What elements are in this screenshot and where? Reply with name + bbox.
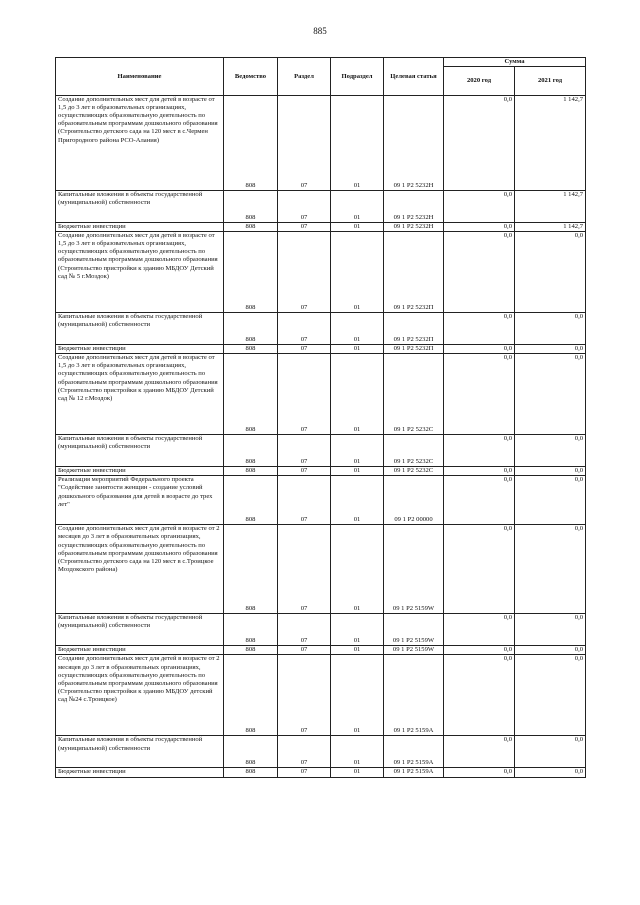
row-subsection-cell: 01 xyxy=(331,354,384,435)
row-name-text: Создание дополнительных мест для детей в возрасте от 2 месяцев до 3 лет в образовательных организациях, осуществляющих образовательную деятельность по образовательным программам дошкольного образования (Строительство детского сада на 120 мест в с.Троицкое Моздокского района) xyxy=(58,525,220,573)
table-row xyxy=(56,768,586,777)
row-value-2020-cell: 0,0 xyxy=(444,354,515,435)
row-dept-cell: 808 xyxy=(224,768,278,777)
row-section-cell: 07 xyxy=(278,646,331,655)
row-name-text: Создание дополнительных мест для детей в возрасте от 2 месяцев до 3 лет в образовательных организациях, осуществляющих образовательную деятельность по образовательным программам дошкольного образования (Строительство пристройки к зданию МБДОУ детский сад №24 с.Троицкое) xyxy=(58,655,220,703)
row-name-cell xyxy=(56,223,224,232)
row-target-cell: 09 1 P2 5232П xyxy=(384,232,444,313)
row-dept-cell: 808 xyxy=(224,614,278,646)
row-target-cell: 09 1 P2 00000 xyxy=(384,476,444,525)
row-name-text: Бюджетные инвестиции xyxy=(58,646,126,654)
row-value-2021-cell: 0,0 xyxy=(515,614,586,646)
row-subsection-cell: 01 xyxy=(331,525,384,614)
row-section-cell: 07 xyxy=(278,435,331,467)
col-header-sum: Сумма xyxy=(444,58,586,67)
row-name-cell xyxy=(56,467,224,476)
row-subsection-cell: 01 xyxy=(331,655,384,736)
col-header-2020: 2020 год xyxy=(444,67,515,96)
row-value-2020-cell: 0,0 xyxy=(444,223,515,232)
row-subsection-cell: 01 xyxy=(331,191,384,223)
budget-table xyxy=(55,57,586,778)
row-subsection-cell: 01 xyxy=(331,435,384,467)
table-row xyxy=(56,525,586,614)
row-dept-cell: 808 xyxy=(224,96,278,191)
row-dept-cell: 808 xyxy=(224,313,278,345)
row-target-cell: 09 1 P2 5232Н xyxy=(384,96,444,191)
row-section-cell: 07 xyxy=(278,345,331,354)
row-dept-cell: 808 xyxy=(224,232,278,313)
row-dept-cell: 808 xyxy=(224,655,278,736)
col-header-2021: 2021 год xyxy=(515,67,586,96)
row-dept-cell: 808 xyxy=(224,525,278,614)
col-header-dept: Ведомство xyxy=(224,58,278,96)
row-name-text: Создание дополнительных мест для детей в возрасте от 1,5 до 3 лет в образовательных организациях, осуществляющих образовательную деятельность по образовательным программам дошкольного образования (Строительство детского сада на 120 мест в с.Чермен Пригородного района РСО-Алания) xyxy=(58,96,218,144)
row-name-text: Капитальные вложения в объекты государственной (муниципальной) собственности xyxy=(58,736,203,752)
table-row xyxy=(56,96,586,191)
row-subsection-cell: 01 xyxy=(331,467,384,476)
table-row xyxy=(56,223,586,232)
row-target-cell: 09 1 P2 5232П xyxy=(384,345,444,354)
row-name-text: Капитальные вложения в объекты государственной (муниципальной) собственности xyxy=(58,614,203,630)
col-header-target: Целевая статья xyxy=(384,58,444,96)
row-dept-cell: 808 xyxy=(224,345,278,354)
row-subsection-cell: 01 xyxy=(331,313,384,345)
row-subsection-cell: 01 xyxy=(331,646,384,655)
table-row xyxy=(56,646,586,655)
row-dept-cell: 808 xyxy=(224,467,278,476)
table-row xyxy=(56,467,586,476)
col-header-subsection: Подраздел xyxy=(331,58,384,96)
table-body xyxy=(56,96,586,777)
row-value-2020-cell: 0,0 xyxy=(444,768,515,777)
row-section-cell: 07 xyxy=(278,467,331,476)
row-name-cell xyxy=(56,736,224,768)
row-dept-cell: 808 xyxy=(224,646,278,655)
row-subsection-cell: 01 xyxy=(331,736,384,768)
row-section-cell: 07 xyxy=(278,354,331,435)
row-value-2021-cell: 0,0 xyxy=(515,467,586,476)
row-name-cell xyxy=(56,191,224,223)
row-value-2020-cell: 0,0 xyxy=(444,646,515,655)
row-target-cell: 09 1 P2 5159W xyxy=(384,646,444,655)
row-value-2020-cell: 0,0 xyxy=(444,476,515,525)
row-subsection-cell: 01 xyxy=(331,345,384,354)
row-section-cell: 07 xyxy=(278,736,331,768)
row-section-cell: 07 xyxy=(278,655,331,736)
row-value-2021-cell: 0,0 xyxy=(515,655,586,736)
row-section-cell: 07 xyxy=(278,614,331,646)
table-row xyxy=(56,476,586,525)
table-row xyxy=(56,614,586,646)
row-dept-cell: 808 xyxy=(224,476,278,525)
table-row xyxy=(56,191,586,223)
row-name-cell xyxy=(56,655,224,736)
row-value-2020-cell: 0,0 xyxy=(444,435,515,467)
page-number: 885 xyxy=(313,26,327,36)
row-value-2020-cell: 0,0 xyxy=(444,736,515,768)
row-value-2020-cell: 0,0 xyxy=(444,191,515,223)
table-row xyxy=(56,655,586,736)
table-row xyxy=(56,354,586,435)
row-subsection-cell: 01 xyxy=(331,232,384,313)
row-value-2020-cell: 0,0 xyxy=(444,655,515,736)
row-name-text: Создание дополнительных мест для детей в возрасте от 1,5 до 3 лет в образовательных организациях, осуществляющих образовательную деятельность по образовательным программам дошкольного образования (Строительство пристройки к зданию МБДОУ Детский сад № 5 г.Моздок) xyxy=(58,232,218,280)
row-name-cell xyxy=(56,232,224,313)
row-name-cell xyxy=(56,768,224,777)
row-value-2020-cell: 0,0 xyxy=(444,232,515,313)
row-name-text: Капитальные вложения в объекты государственной (муниципальной) собственности xyxy=(58,191,203,207)
row-dept-cell: 808 xyxy=(224,223,278,232)
row-target-cell: 09 1 P2 5232С xyxy=(384,435,444,467)
row-target-cell: 09 1 P2 5232Н xyxy=(384,191,444,223)
col-header-section: Раздел xyxy=(278,58,331,96)
row-name-text: Бюджетные инвестиции xyxy=(58,467,126,475)
table-row xyxy=(56,736,586,768)
row-value-2021-cell: 0,0 xyxy=(515,313,586,345)
row-section-cell: 07 xyxy=(278,313,331,345)
row-dept-cell: 808 xyxy=(224,435,278,467)
row-section-cell: 07 xyxy=(278,96,331,191)
row-dept-cell: 808 xyxy=(224,191,278,223)
row-target-cell: 09 1 P2 5159A xyxy=(384,736,444,768)
row-target-cell: 09 1 P2 5232С xyxy=(384,467,444,476)
row-name-cell xyxy=(56,345,224,354)
row-subsection-cell: 01 xyxy=(331,614,384,646)
row-name-text: Создание дополнительных мест для детей в возрасте от 1,5 до 3 лет в образовательных организациях, осуществляющих образовательную деятельность по образовательным программам дошкольного образования (Строительство пристройки к зданию МБДОУ Детский сад № 12 г.Моздок) xyxy=(58,354,218,402)
row-name-cell xyxy=(56,313,224,345)
row-name-text: Бюджетные инвестиции xyxy=(58,223,126,231)
row-section-cell: 07 xyxy=(278,232,331,313)
row-subsection-cell: 01 xyxy=(331,223,384,232)
row-name-cell xyxy=(56,476,224,525)
table-row xyxy=(56,313,586,345)
row-subsection-cell: 01 xyxy=(331,476,384,525)
row-value-2021-cell: 0,0 xyxy=(515,646,586,655)
row-name-text: Бюджетные инвестиции xyxy=(58,768,126,776)
table-row xyxy=(56,345,586,354)
row-target-cell: 09 1 P2 5159A xyxy=(384,655,444,736)
row-value-2021-cell: 1 142,7 xyxy=(515,223,586,232)
row-name-cell xyxy=(56,435,224,467)
table-row xyxy=(56,435,586,467)
row-subsection-cell: 01 xyxy=(331,96,384,191)
col-header-name: Наименование xyxy=(56,58,224,96)
row-value-2020-cell: 0,0 xyxy=(444,525,515,614)
row-value-2021-cell: 0,0 xyxy=(515,768,586,777)
row-name-cell xyxy=(56,354,224,435)
row-name-text: Капитальные вложения в объекты государственной (муниципальной) собственности xyxy=(58,313,203,329)
row-target-cell: 09 1 P2 5159A xyxy=(384,768,444,777)
row-value-2020-cell: 0,0 xyxy=(444,96,515,191)
row-subsection-cell: 01 xyxy=(331,768,384,777)
row-value-2020-cell: 0,0 xyxy=(444,614,515,646)
row-target-cell: 09 1 P2 5159W xyxy=(384,614,444,646)
row-section-cell: 07 xyxy=(278,525,331,614)
row-value-2021-cell: 0,0 xyxy=(515,345,586,354)
row-value-2021-cell: 0,0 xyxy=(515,435,586,467)
row-dept-cell: 808 xyxy=(224,354,278,435)
row-value-2020-cell: 0,0 xyxy=(444,313,515,345)
row-value-2021-cell: 0,0 xyxy=(515,525,586,614)
table-row xyxy=(56,232,586,313)
row-value-2021-cell: 0,0 xyxy=(515,736,586,768)
row-dept-cell: 808 xyxy=(224,736,278,768)
row-section-cell: 07 xyxy=(278,768,331,777)
row-value-2021-cell: 0,0 xyxy=(515,232,586,313)
row-section-cell: 07 xyxy=(278,223,331,232)
row-name-text: Бюджетные инвестиции xyxy=(58,345,126,353)
row-section-cell: 07 xyxy=(278,191,331,223)
row-name-text: Реализация мероприятий Федерального проекта "Содействие занятости женщин - создание условий дошкольного образования для детей в возрасте до трех лет" xyxy=(58,476,213,508)
row-target-cell: 09 1 P2 5232П xyxy=(384,313,444,345)
row-value-2021-cell: 1 142,7 xyxy=(515,96,586,191)
row-value-2020-cell: 0,0 xyxy=(444,345,515,354)
row-name-cell xyxy=(56,614,224,646)
row-section-cell: 07 xyxy=(278,476,331,525)
row-target-cell: 09 1 P2 5159W xyxy=(384,525,444,614)
row-name-cell xyxy=(56,646,224,655)
row-target-cell: 09 1 P2 5232Н xyxy=(384,223,444,232)
row-value-2021-cell: 0,0 xyxy=(515,354,586,435)
row-value-2021-cell: 1 142,7 xyxy=(515,191,586,223)
row-name-text: Капитальные вложения в объекты государственной (муниципальной) собственности xyxy=(58,435,203,451)
row-value-2020-cell: 0,0 xyxy=(444,467,515,476)
row-name-cell xyxy=(56,96,224,191)
row-value-2021-cell: 0,0 xyxy=(515,476,586,525)
row-name-cell xyxy=(56,525,224,614)
row-target-cell: 09 1 P2 5232С xyxy=(384,354,444,435)
